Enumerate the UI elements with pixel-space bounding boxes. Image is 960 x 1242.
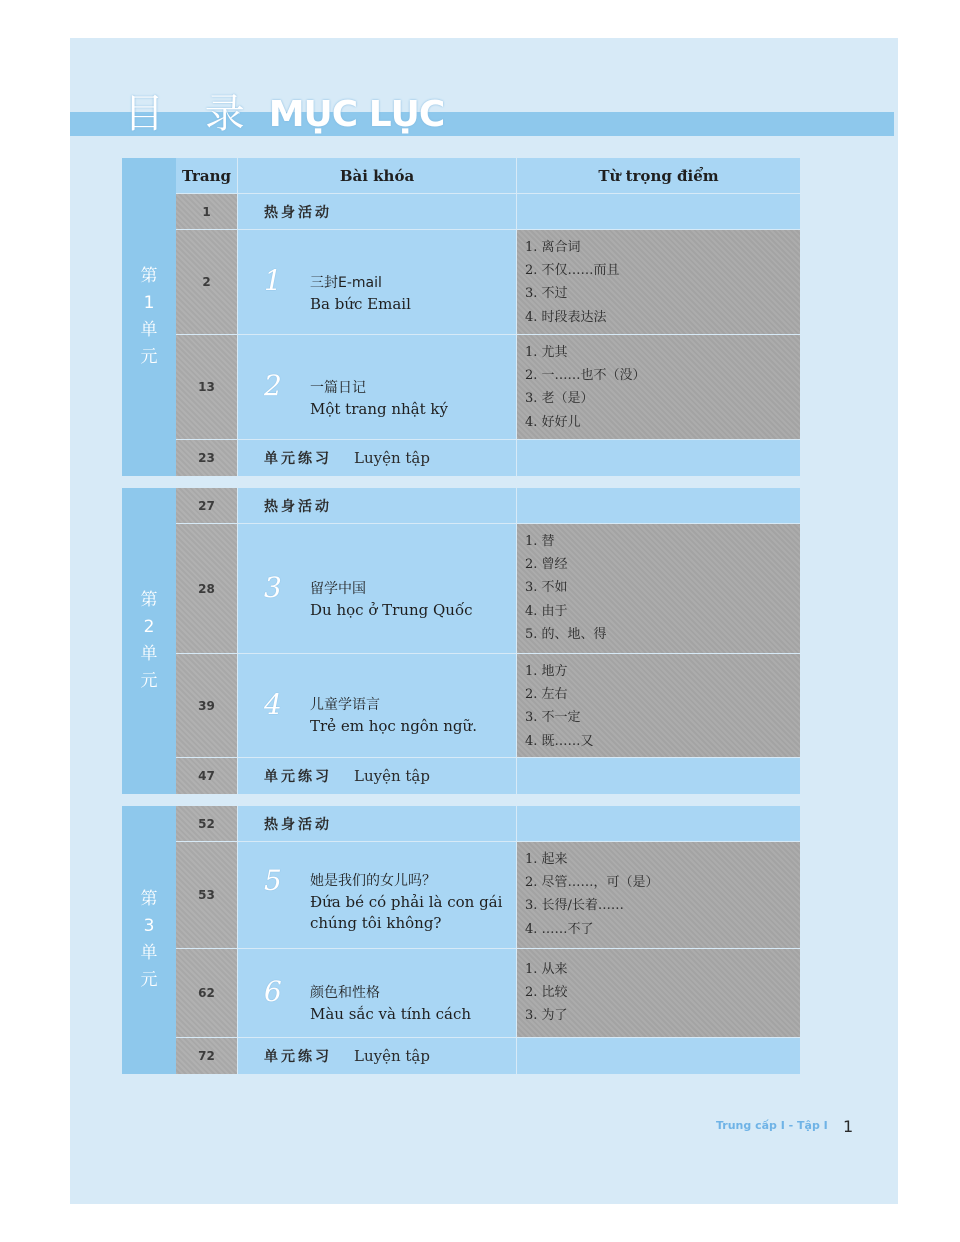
page-number-footer: 1 — [843, 1117, 854, 1136]
unit-label-char: 元 — [140, 671, 158, 691]
key-word: 4. 既……又 — [525, 733, 594, 749]
lesson-row — [176, 524, 800, 653]
header-page: Trang — [176, 158, 237, 193]
key-word: 5. 的、地、得 — [525, 626, 607, 642]
lesson-title-vn: chúng tôi không? — [310, 914, 442, 932]
unit-label-char: 第 — [140, 266, 158, 286]
key-word: 2. 左右 — [525, 687, 568, 703]
key-word: 3. 为了 — [525, 1008, 568, 1024]
footer-book-title: Trung cấp I - Tập I — [716, 1119, 828, 1132]
page-number: 52 — [176, 806, 237, 841]
practice-row — [176, 758, 800, 794]
unit-label-char: 2 — [143, 617, 155, 637]
unit-2 — [122, 488, 800, 794]
unit-label — [122, 806, 176, 1074]
lesson-cell — [238, 949, 516, 1037]
words-cell — [517, 949, 800, 1037]
key-word: 4. 好好儿 — [525, 414, 581, 430]
lesson-row — [176, 654, 800, 757]
practice-title-vn: Luyện tập — [354, 767, 430, 785]
words-cell — [517, 488, 800, 523]
lesson-cell — [238, 842, 516, 948]
lesson-cell — [238, 335, 516, 439]
page-number: 23 — [176, 440, 237, 476]
unit-3 — [122, 806, 800, 1074]
practice-title-cn: 单元练习 — [264, 769, 332, 785]
lesson-cell — [238, 758, 516, 794]
words-cell — [517, 335, 800, 439]
unit-label — [122, 158, 176, 476]
unit-label-char: 1 — [143, 293, 155, 313]
words-cell — [517, 440, 800, 476]
warmup-row — [176, 194, 800, 229]
unit-label-char: 单 — [140, 320, 158, 340]
page-number: 27 — [176, 488, 237, 523]
key-word: 4. 时段表达法 — [525, 309, 607, 325]
page-number: 47 — [176, 758, 237, 794]
lesson-cell — [238, 440, 516, 476]
warmup-row — [176, 488, 800, 523]
key-word: 1. 起来 — [525, 852, 568, 867]
header-words: Từ trọng điểm — [517, 158, 800, 193]
lesson-row — [176, 842, 800, 948]
words-cell — [517, 654, 800, 757]
warmup-title: 热身活动 — [264, 816, 332, 833]
unit-label-char: 第 — [140, 590, 158, 610]
lesson-title-cn: 三封E-mail — [310, 275, 382, 291]
words-cell — [517, 194, 800, 229]
key-word: 2. 尽管……，可（是） — [525, 875, 659, 891]
words-cell — [517, 524, 800, 653]
lesson-title-vn: Ba bức Email — [310, 295, 411, 313]
lesson-cell — [238, 230, 516, 334]
title-chinese: 目 录 — [124, 91, 259, 137]
key-word: 3. 不一定 — [525, 710, 581, 726]
practice-title-cn: 单元练习 — [264, 451, 332, 467]
title-vietnamese: MỤC LỤC — [268, 94, 445, 135]
page-title — [124, 86, 444, 136]
unit-label-char: 单 — [140, 644, 158, 664]
key-word: 3. 老（是） — [525, 391, 594, 407]
lesson-title-cn: 一篇日记 — [310, 380, 366, 396]
warmup-row — [176, 806, 800, 841]
key-word: 1. 地方 — [525, 664, 568, 679]
lesson-number: 3 — [264, 571, 282, 604]
key-word: 1. 替 — [525, 534, 555, 549]
key-word: 1. 尤其 — [525, 345, 568, 360]
lesson-title-vn: Một trang nhật ký — [310, 400, 448, 418]
key-word: 4. 由于 — [525, 603, 568, 619]
lesson-cell — [238, 524, 516, 653]
lesson-title-vn: Du học ở Trung Quốc — [310, 601, 473, 619]
unit-label-char: 元 — [140, 347, 158, 367]
practice-row — [176, 440, 800, 476]
practice-title-vn: Luyện tập — [354, 449, 430, 467]
lesson-title-vn: Trẻ em học ngôn ngữ. — [310, 717, 477, 735]
page-number: 53 — [176, 842, 237, 948]
words-cell — [517, 842, 800, 948]
lesson-cell — [238, 194, 516, 229]
lesson-number: 1 — [264, 264, 282, 297]
page-number: 62 — [176, 949, 237, 1037]
key-word: 3. 不过 — [525, 286, 568, 302]
header-lesson: Bài khóa — [238, 158, 516, 193]
lesson-row — [176, 949, 800, 1037]
lesson-row — [176, 230, 800, 334]
key-word: 2. 不仅……而且 — [525, 263, 620, 279]
lesson-cell — [238, 488, 516, 523]
lesson-number: 6 — [264, 975, 282, 1008]
key-word: 2. 曾经 — [525, 557, 568, 573]
lesson-number: 4 — [264, 688, 282, 721]
unit-label-char: 3 — [143, 916, 155, 936]
practice-title-vn: Luyện tập — [354, 1047, 430, 1065]
practice-row — [176, 1038, 800, 1074]
warmup-title: 热身活动 — [264, 498, 332, 515]
lesson-row — [176, 335, 800, 439]
key-word: 1. 从来 — [525, 962, 568, 977]
lesson-number: 5 — [264, 864, 282, 897]
table-header — [176, 158, 800, 193]
lesson-title-vn: Đứa bé có phải là con gái — [310, 893, 503, 911]
lesson-title-cn: 颜色和性格 — [310, 985, 380, 1001]
page-number: 28 — [176, 524, 237, 653]
lesson-number: 2 — [264, 369, 282, 402]
lesson-cell — [238, 654, 516, 757]
lesson-cell — [238, 1038, 516, 1074]
key-word: 4. ……不了 — [525, 921, 594, 937]
words-cell — [517, 758, 800, 794]
unit-label-char: 第 — [140, 889, 158, 909]
lesson-title-cn: 留学中国 — [310, 581, 366, 597]
unit-label — [122, 488, 176, 794]
unit-label-char: 元 — [140, 970, 158, 990]
lesson-title-cn: 她是我们的女儿吗？ — [310, 873, 436, 889]
unit-1 — [122, 158, 800, 476]
words-cell — [517, 230, 800, 334]
page-number: 13 — [176, 335, 237, 439]
key-word: 3. 长得/长着…… — [525, 898, 624, 914]
lesson-cell — [238, 806, 516, 841]
lesson-title-cn: 儿童学语言 — [310, 697, 380, 713]
words-cell — [517, 806, 800, 841]
key-word: 3. 不如 — [525, 580, 568, 596]
page-number: 2 — [176, 230, 237, 334]
practice-title-cn: 单元练习 — [264, 1049, 332, 1065]
key-word: 2. 比较 — [525, 985, 568, 1001]
page-number: 39 — [176, 654, 237, 757]
page-number: 1 — [176, 194, 237, 229]
words-cell — [517, 1038, 800, 1074]
unit-label-char: 单 — [140, 943, 158, 963]
key-word: 1. 离合词 — [525, 240, 581, 255]
page-number: 72 — [176, 1038, 237, 1074]
lesson-title-vn: Màu sắc và tính cách — [310, 1005, 472, 1023]
warmup-title: 热身活动 — [264, 204, 332, 221]
key-word: 2. 一……也不（没） — [525, 368, 646, 384]
